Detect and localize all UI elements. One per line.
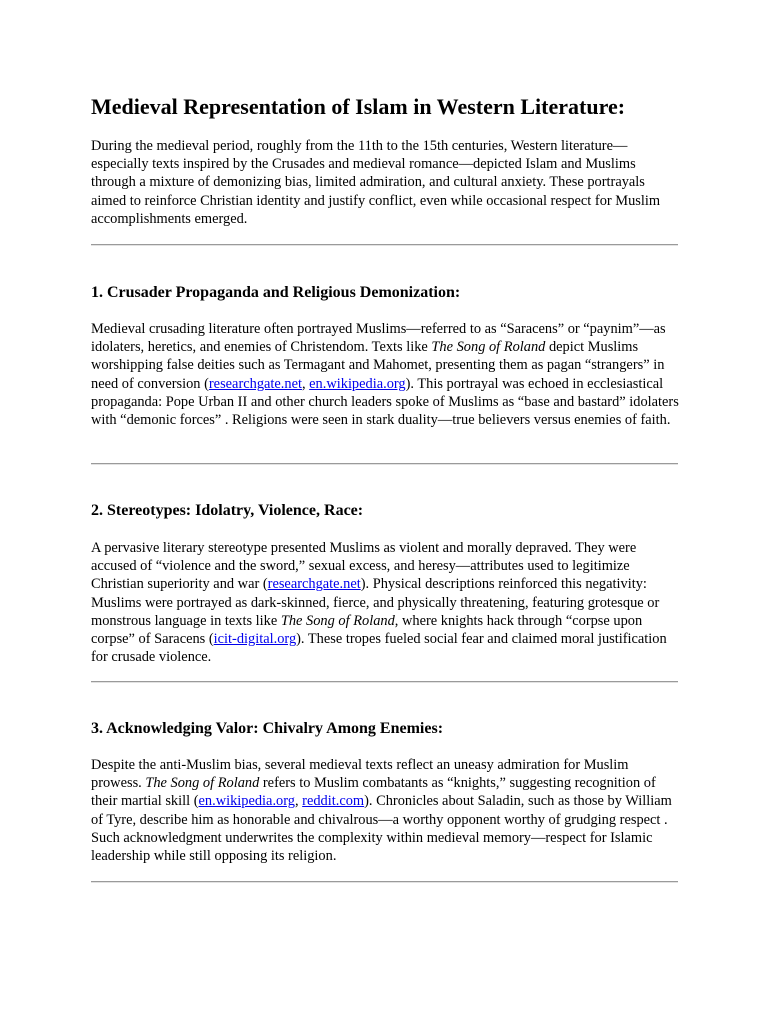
section-1-paragraph xyxy=(91,320,679,429)
source-link-wikipedia[interactable]: en.wikipedia.org xyxy=(309,375,406,392)
source-link-researchgate[interactable]: researchgate.net xyxy=(208,375,302,392)
source-link-researchgate[interactable]: researchgate.net xyxy=(267,576,361,593)
section-1-title-italic: The Song of Roland xyxy=(431,339,546,356)
section-1-heading: 1. Crusader Propaganda and Religious Demonization: xyxy=(91,284,461,301)
section-3-heading: 3. Acknowledging Valor: Chivalry Among Enemies: xyxy=(91,720,444,737)
section-3-text: ). Chronicles about Saladin, such as those by William of Tyre, describe him as honorable and chivalrous—a worthy opponent worthy of grudging respect . Such acknowledgment underwrites the complexity within medieval memory—respect for Islamic leadership while still opposing its religion. xyxy=(91,793,672,865)
section-2-text: ). Physical descriptions reinforced this negativity: Muslims were portrayed as dark-skinned, fierce, and physically threatening, featuring grotesque or monstrous language in texts like xyxy=(91,576,660,629)
document-title: Medieval Representation of Islam in Western Literature: xyxy=(91,94,626,119)
section-2-paragraph xyxy=(91,539,679,666)
section-1-text: ). This portrayal was echoed in ecclesiastical propaganda: Pope Urban II and other church leaders spoke of Muslims as “base and bastard” idolaters with “demonic forces” . Religions were seen in stark duality—true believers versus enemies of faith. xyxy=(91,375,679,429)
section-divider xyxy=(91,463,678,465)
section-1-separator: , xyxy=(301,375,310,392)
section-2-text: , where knights hack through “corpse upon corpse” of Saracens ( xyxy=(91,612,643,648)
section-3-title-italic: The Song of Roland xyxy=(145,775,260,792)
section-2-title-italic: The Song of Roland xyxy=(280,612,395,629)
section-divider xyxy=(91,244,678,246)
section-1-text: depict Muslims worshipping false deities such as Termagant and Mahomet, presenting them as pagan “strangers” in need of conversion ( xyxy=(91,339,665,392)
source-link-wikipedia[interactable]: en.wikipedia.org xyxy=(198,793,295,810)
section-2-heading: 2. Stereotypes: Idolatry, Violence, Race: xyxy=(91,502,364,519)
section-3-paragraph xyxy=(91,756,679,865)
section-divider xyxy=(91,881,678,883)
section-2-text: A pervasive literary stereotype presented Muslims as violent and morally depraved. They were accused of “violence and the sword,” sexual excess, and heresy—attributes used to legitimize Christian superiority and war ( xyxy=(91,540,637,593)
section-3-text: refers to Muslim combatants as “knights,” suggesting recognition of their martial skill ( xyxy=(91,775,656,810)
section-3-separator: , xyxy=(294,793,303,810)
section-1-text: Medieval crusading literature often portrayed Muslims—referred to as “Saracens” or “paynim”—as idolaters, heretics, and enemies of Christendom. Texts like xyxy=(91,321,666,356)
intro-paragraph: During the medieval period, roughly from the 11th to the 15th centuries, Western literature—especially texts inspired by the Crusades and medieval romance—depicted Islam and Muslims through a mixture of demonizing bias, limited admiration, and cultural anxiety. These portrayals aimed to reinforce Christian identity and justify conflict, even while occasional respect for Muslim accomplishments emerged. xyxy=(91,138,661,227)
section-2-text: ). These tropes fueled social fear and claimed moral justification for crusade violence. xyxy=(91,631,667,666)
section-3-text: Despite the anti-Muslim bias, several medieval texts reflect an uneasy admiration for Muslim prowess. xyxy=(91,757,629,792)
section-divider xyxy=(91,681,678,683)
source-link-reddit[interactable]: reddit.com xyxy=(302,793,365,810)
source-link-icit-digital[interactable]: icit-digital.org xyxy=(213,631,297,648)
